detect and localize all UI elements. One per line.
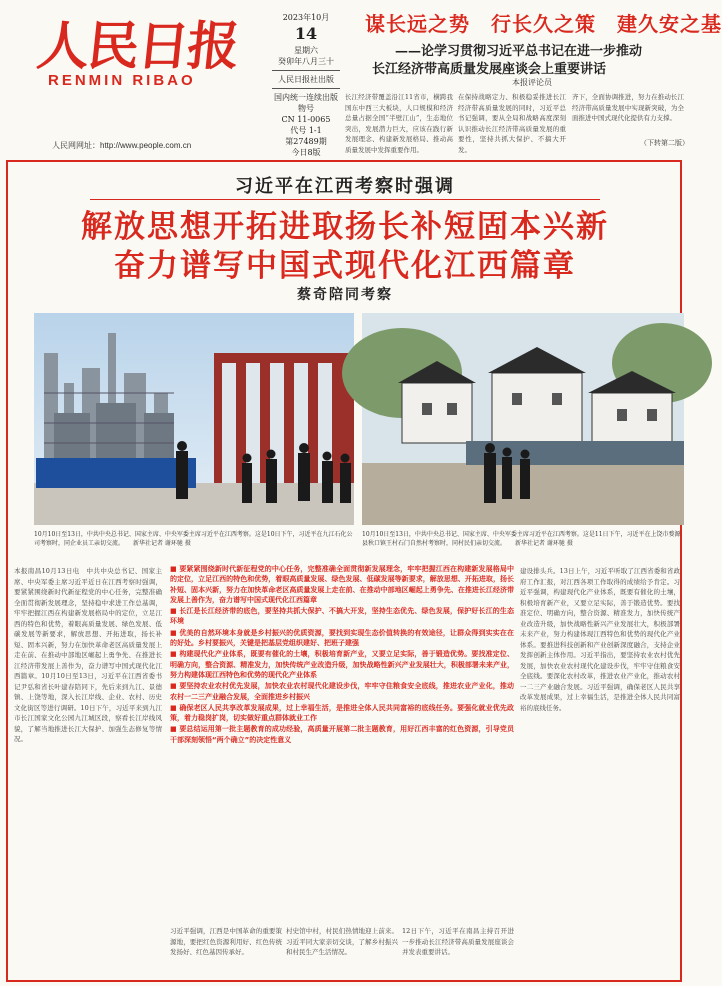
key-point: ■ 要总结运用第一批主题教育的成功经验，高质量开展第二批主题教育，用好江西丰富的红色资源，引导党员干部深刻领悟“两个确立”的决定性意义 [170, 724, 514, 745]
photo-caption: 10月10日至13日，中共中央总书记、国家主席、中央军委主席习近平在江西考察。这是11日下午，习近平在上饶市婺源县秋口镇王村石门自然村考察时，同村民们亲切交流。 新华社记者 谢环驰 摄 [362, 531, 681, 547]
main-story-kicker: 习近平在江西考察时强调 [235, 176, 455, 197]
date-lunar: 癸卯年八月三十 [278, 57, 334, 66]
photo-refinery-image [34, 313, 354, 525]
date-weekday: 星期六 [294, 46, 318, 55]
divider [272, 88, 340, 89]
photo-refinery[interactable] [34, 313, 354, 525]
article-body-column: 村史馆中村，村民们热情地迎上前来。习近平同大家亲切交谈，了解乡村振兴和村民生产生活情况。 [286, 927, 398, 956]
key-points-list [170, 564, 514, 924]
key-point: ■ 构建现代化产业体系，既要有催化的土壤，积极培育新产业，又要立足实际，善于锻造优势。要找准定位、明确方向，整合资源、精准发力，加快传统产业改造升级，加快战略性新兴产业发展壮大，积极部署未来产业，努力构建体现江西特色和优势的现代化产业体系 [170, 649, 514, 680]
top-story-byline: 本报评论员 [512, 78, 552, 87]
main-headline[interactable]: 奋力谱写中国式现代化江西篇章 [114, 248, 576, 284]
article-body-column: 习近平强调，江西是中国革命的重要策源地，要把红色资源利用好、红色传统发扬好、红色基因传承好。 [170, 927, 282, 956]
main-headline[interactable]: 解放思想开拓进取扬长补短固本兴新 [81, 209, 609, 245]
divider [272, 70, 340, 71]
cn-label: 国内统一连续出版物号 [274, 93, 338, 113]
masthead-pinyin: RENMIN RIBAO [48, 72, 196, 89]
date-day: 14 [294, 24, 318, 43]
photo-caption: 10月10日至13日，中共中央总书记、国家主席、中央军委主席习近平在江西考察。这是10日下午，习近平在九江石化公司考察时，同企业员工亲切交流。 新华社记者 谢环驰 摄 [34, 531, 353, 547]
publisher: 人民日报社出版 [278, 75, 334, 84]
top-story-column: 齐下，全面协调推进，努力在推动长江经济带高质量发展中实现新突破，为全面推进中国式现代化提供有力支撑。 [572, 93, 684, 122]
divider [90, 199, 600, 200]
key-point: ■ 要坚持农业农村优先发展，加快农业农村现代化建设步伐，牢牢守住粮食安全底线，推进农业产业化，推动农村一二三产业融合发展，全面推进乡村振兴 [170, 681, 514, 702]
top-story-column: 在保持战略定力、积极稳妥推进长江经济带高质量发展的同时，习近平总书记强调，要从全局和战略高度深刻认识推动长江经济带高质量发展的重要性，坚持共抓大保护、不搞大开发。 [458, 93, 566, 154]
article-body-column: 12日下午，习近平在南昌主持召开进一步推动长江经济带高质量发展座谈会并发表重要讲话。 [402, 927, 514, 956]
key-point: ■ 优美的自然环境本身就是乡村振兴的优质资源，要找到实现生态价值转换的有效途径，让群众得到实实在在的好处。乡村要振兴，关键是把基层党组织建好、把班子建强 [170, 628, 514, 649]
masthead-logo: 人民日报 [34, 16, 241, 77]
article-body-column: 本报南昌10月13日电 中共中央总书记、国家主席、中央军委主席习近平近日在江西考察时强调，要紧紧围绕新时代新征程党的中心任务，完整准确全面贯彻新发展理念，坚持稳中求进工作总基调，牢牢把握江西在构建新发展格局中的定位，立足江西的特色和优势，着眼高质量发展、绿色发展、低碳发展等新要求，解放思想、开拓进取，扬长补短、固本兴新，努力在加快革命老区高质量发展上走在前、在推动中部地区崛起上勇争先、在推进长江经济带发展上善作为，奋力谱写中国式现代化江西篇章。10月10日至13日，习近平在江西省委书记尹弘和省长叶建春陪同下，先后来到九江、景德镇、上饶等地，深入长江岸线、企业、农村、历史文化街区等进行调研。10日下午，习近平来到九江市长江国家文化公园九江城区段，察看长江岸线风貌，了解当地推进长江大保护、加强生态修复等情况。 [14, 567, 162, 743]
top-story-column: 长江经济带覆盖沿江11省市，横跨我国东中西三大板块，人口规模和经济总量占据全国“半壁江山”，生态地位突出，发展潜力巨大，应该在践行新发展理念、构建新发展格局、推动高质量发展中发挥重要作用。 [345, 93, 453, 154]
photo-village-image [362, 313, 684, 525]
top-story-headline[interactable]: 谋长远之势 行长久之策 建久安之基 [365, 12, 722, 36]
key-point: ■ 要紧紧围绕新时代新征程党的中心任务，完整准确全面贯彻新发展理念，牢牢把握江西在构建新发展格局中的定位，立足江西的特色和优势，着眼高质量发展、绿色发展、低碳发展等新要求，解放思想、开拓进取，扬长补短、固本兴新，努力在加快革命老区高质量发展上走在前、在推动中部地区崛起上勇争先、在推进长江经济带发展上善作为，奋力谱写中国式现代化江西篇章 [170, 564, 514, 605]
photo-village[interactable] [362, 313, 684, 525]
key-point: ■ 长江是长江经济带的底色，要坚持共抓大保护、不搞大开发，坚持生态优先、绿色发展，保护好长江的生态环境 [170, 606, 514, 627]
code: 代号 1-1 [290, 126, 322, 135]
issue-number: 第27489期 [285, 137, 327, 146]
date-box [272, 12, 340, 158]
article-body-column: 建设排头兵。13日上午，习近平听取了江西省委和省政府工作汇报，对江西各项工作取得的成绩给予肯定。习近平强调，构建现代化产业体系，既要有催化的土壤，积极培育新产业，又要立足实际，善于锻造优势。要找准定位、明确方向，整合资源、精准发力，加快传统产业改造升级，加快战略性新兴产业发展壮大，积极部署未来产业，努力构建体现江西特色和优势的现代化产业体系。要推进科技创新和产业创新深度融合，支持企业发挥创新主体作用。习近平指出，要坚持农业农村优先发展，加快农业农村现代化建设步伐，牢牢守住粮食安全底线。要深化农村改革，推进农业产业化，推动农村一二三产业融合发展。习近平强调，确保老区人民共享改革发展成果，过上幸福生活，是推进全体人民共同富裕的底线任务。 [520, 567, 680, 712]
masthead-url: 人民网网址：http://www.people.com.cn [52, 141, 192, 150]
date-year-month: 2023年10月 [282, 13, 330, 22]
key-point: ■ 确保老区人民共享改革发展成果，过上幸福生活，是推进全体人民共同富裕的底线任务。要强化就业优先政策，着力稳岗扩岗，切实做好重点群体就业工作 [170, 703, 514, 724]
top-story-subhead: ——论学习贯彻习近平总书记在进一步推动 [395, 44, 643, 59]
continued-link[interactable]: （下转第二版） [640, 139, 689, 147]
cn-number: CN 11-0065 [281, 115, 331, 124]
top-story-subhead: 长江经济带高质量发展座谈会上重要讲话 [372, 62, 607, 77]
page-count: 今日8版 [291, 148, 321, 157]
main-story-subhead: 蔡奇陪同考察 [297, 287, 393, 303]
